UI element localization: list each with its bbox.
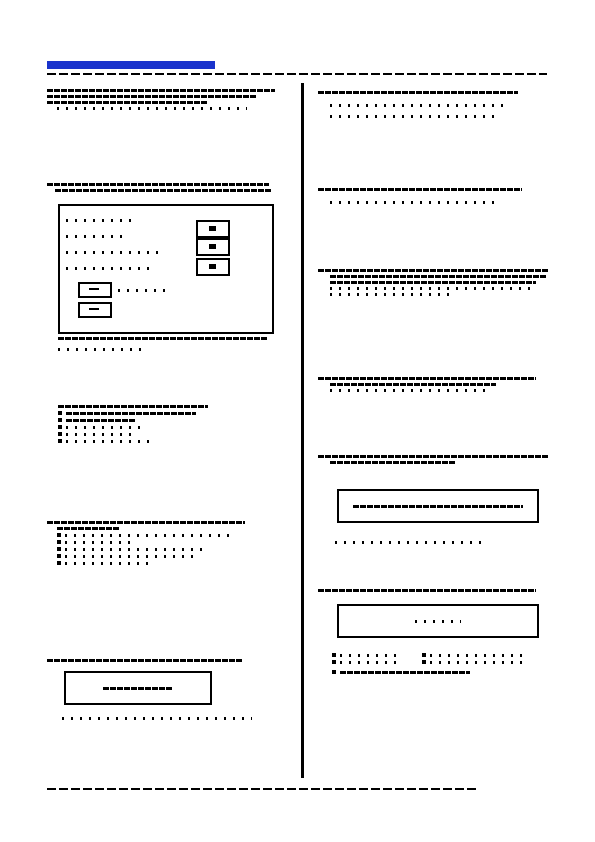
text-line (318, 455, 548, 458)
question-left-2 (47, 180, 277, 195)
question-left-5-caption (62, 714, 282, 723)
answer-box-right-1 (337, 489, 539, 523)
question-right-6-options (332, 650, 552, 677)
option-item (332, 660, 400, 664)
text-line (58, 348, 148, 351)
question-left-5 (47, 656, 277, 665)
question-right-1 (318, 88, 548, 121)
option-item (58, 432, 278, 436)
text-line (330, 287, 536, 290)
option-text (66, 419, 136, 422)
option-item (57, 561, 277, 565)
text-line (318, 377, 536, 380)
text-line (47, 183, 269, 186)
option-item (58, 439, 278, 443)
question-right-5 (318, 452, 550, 467)
figure-panel (58, 204, 274, 334)
option-text (65, 541, 137, 544)
option-text (340, 671, 470, 674)
figure-box (196, 220, 230, 238)
text-line (318, 589, 536, 592)
answer-box-text (415, 620, 461, 623)
option-item (57, 540, 277, 544)
option-text (65, 562, 149, 565)
figure-label (66, 235, 128, 238)
figure-caption (58, 334, 278, 354)
option-text (65, 534, 235, 537)
text-line (55, 189, 271, 192)
option-item (58, 425, 278, 429)
option-item (58, 418, 278, 422)
text-line (47, 89, 275, 92)
option-text (66, 433, 136, 436)
footer-rule (47, 788, 477, 790)
option-item (332, 653, 400, 657)
answer-box-text (353, 505, 523, 508)
option-bullet-icon (332, 660, 336, 664)
option-text (430, 661, 522, 664)
question-right-5-caption (335, 538, 535, 547)
option-text (430, 654, 522, 657)
option-item (57, 533, 277, 537)
option-text (66, 426, 146, 429)
text-line (318, 269, 548, 272)
text-line (330, 115, 500, 118)
figure-box (196, 258, 230, 276)
question-right-4 (318, 374, 548, 395)
option-bullet-icon (422, 660, 426, 664)
text-line (58, 405, 208, 408)
text-line (330, 104, 510, 107)
option-bullet-icon (58, 439, 62, 443)
option-bullet-icon (58, 432, 62, 436)
figure-small-box (78, 302, 112, 318)
option-bullet-icon (332, 670, 336, 674)
question-left-1 (47, 86, 277, 113)
figure-label (66, 267, 154, 270)
option-bullet-icon (57, 561, 61, 565)
option-bullet-icon (57, 540, 61, 544)
text-line (318, 188, 522, 191)
text-line (57, 107, 247, 110)
option-text (66, 412, 196, 415)
question-right-6 (318, 586, 548, 595)
text-line (57, 527, 119, 530)
option-item (422, 653, 522, 657)
answer-box-right-2 (337, 604, 539, 638)
option-bullet-icon (58, 418, 62, 422)
text-line (47, 521, 245, 524)
question-left-4 (47, 518, 277, 568)
text-line (330, 461, 456, 464)
text-line (330, 293, 454, 296)
text-line (330, 201, 496, 204)
option-bullet-icon (57, 547, 61, 551)
option-item (57, 554, 277, 558)
option-text (340, 661, 400, 664)
text-line (330, 389, 486, 392)
option-bullet-icon (58, 425, 62, 429)
option-text (65, 548, 205, 551)
text-line (47, 95, 257, 98)
option-bullet-icon (422, 653, 426, 657)
text-line (47, 659, 243, 662)
option-item (57, 547, 277, 551)
option-item (422, 660, 522, 664)
option-item (332, 670, 552, 674)
text-line (58, 337, 268, 340)
figure-label (66, 251, 158, 254)
option-text (65, 555, 195, 558)
question-left-3 (58, 402, 278, 446)
figure-label (66, 219, 136, 222)
text-line (335, 541, 485, 544)
section-tag (47, 61, 215, 69)
text-line (330, 281, 536, 284)
option-bullet-icon (58, 411, 62, 415)
answer-box-text (103, 687, 173, 690)
option-item (58, 411, 278, 415)
figure-small-box (78, 282, 112, 298)
header-rule (47, 73, 547, 75)
option-bullet-icon (332, 653, 336, 657)
option-bullet-icon (57, 533, 61, 537)
figure-box (196, 238, 230, 256)
text-line (62, 717, 252, 720)
option-text (66, 440, 156, 443)
column-divider (301, 83, 304, 778)
text-line (330, 275, 546, 278)
text-line (318, 91, 518, 94)
question-right-2 (318, 185, 548, 207)
option-bullet-icon (57, 554, 61, 558)
text-line (47, 101, 207, 104)
figure-label (118, 289, 168, 292)
answer-box-left (64, 671, 212, 705)
question-right-3 (318, 266, 550, 299)
option-text (340, 654, 400, 657)
text-line (330, 383, 496, 386)
